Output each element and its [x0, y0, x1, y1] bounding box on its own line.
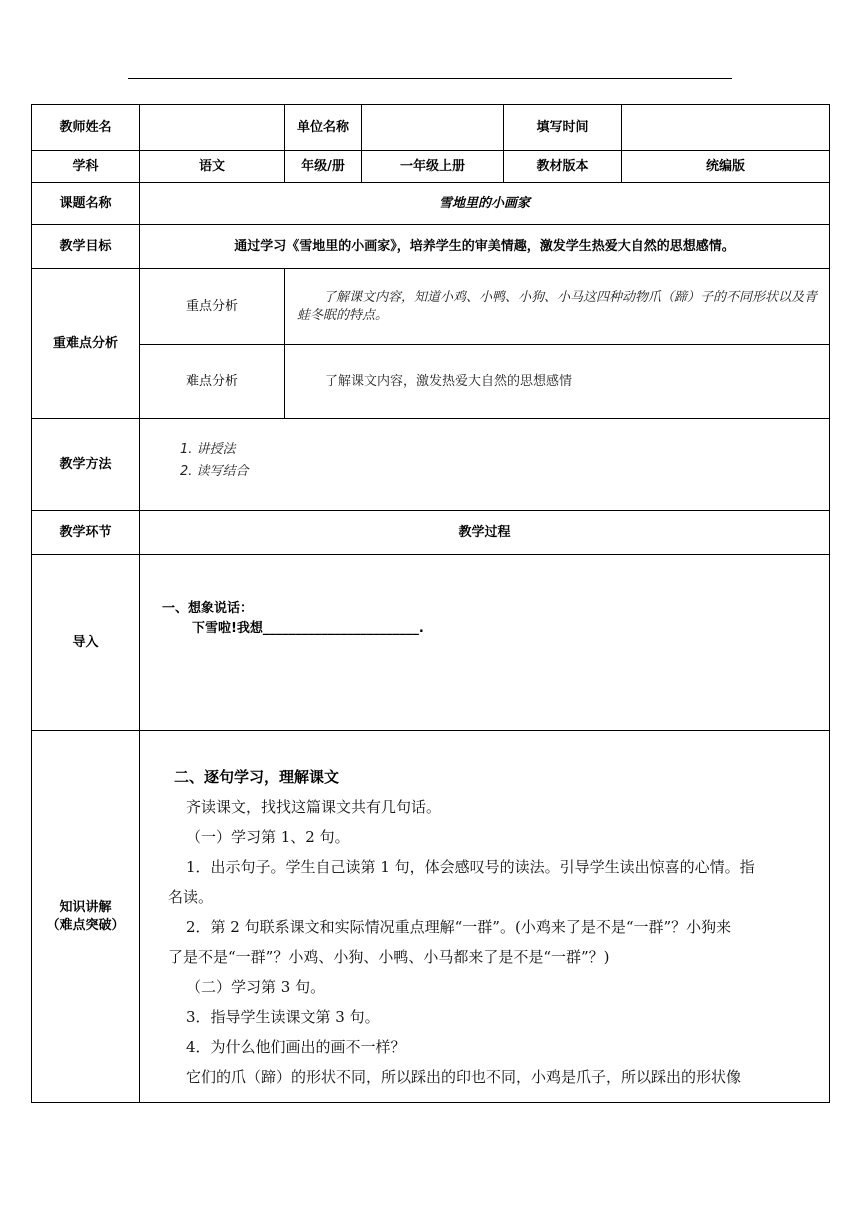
knowledge-label-line1: 知识讲解 [59, 899, 112, 915]
goal-value: 通过学习《雪地里的小画家》，培养学生的审美情趣，激发学生热爱大自然的思想感情。 [140, 225, 830, 269]
knowledge-content [140, 731, 830, 1103]
teacher-row [32, 105, 830, 151]
fill-date-value[interactable] [622, 105, 830, 151]
methods-item: 1. 讲授法 [180, 442, 236, 457]
difficulty-value: 了解课文内容，激发热爱大自然的思想感情 [285, 345, 830, 419]
knowledge-paragraph: （二）学习第 3 句。 [186, 978, 326, 996]
fill-date-label: 填写时间 [504, 105, 622, 151]
grade-value: 一年级上册 [362, 151, 504, 183]
topic-value: 雪地里的小画家 [140, 183, 830, 225]
knowledge-label-line2: （难点突破） [46, 917, 125, 933]
methods-item: 2. 读写结合 [180, 464, 249, 479]
analysis-label: 重难点分析 [32, 269, 140, 419]
knowledge-label [32, 731, 140, 1103]
knowledge-paragraph: 4．为什么他们画出的画不一样？ [186, 1038, 406, 1056]
knowledge-paragraph: （一）学习第 1、2 句。 [186, 828, 350, 846]
knowledge-heading: 二、逐句学习，理解课文 [174, 768, 340, 786]
lesson-plan-table [31, 104, 830, 1103]
difficulty-label: 难点分析 [140, 345, 285, 419]
edition-label: 教材版本 [504, 151, 622, 183]
knowledge-paragraph: 名读。 [168, 888, 214, 906]
focus-row [32, 269, 830, 345]
difficulty-row [32, 345, 830, 419]
intro-label: 导入 [32, 555, 140, 731]
teacher-name-value[interactable] [140, 105, 285, 151]
process-stage-label: 教学环节 [32, 511, 140, 555]
topic-label: 课题名称 [32, 183, 140, 225]
topic-row [32, 183, 830, 225]
goal-row [32, 225, 830, 269]
process-title: 教学过程 [140, 511, 830, 555]
focus-label: 重点分析 [140, 269, 285, 345]
knowledge-paragraph: 1．出示句子。学生自己读第 1 句，体会感叹号的读法。引导学生读出惊喜的心情。指 [186, 858, 755, 876]
process-header-row [32, 511, 830, 555]
knowledge-row [32, 731, 830, 1103]
unit-name-value[interactable] [362, 105, 504, 151]
goal-label: 教学目标 [32, 225, 140, 269]
unit-name-label: 单位名称 [285, 105, 362, 151]
header-rule [128, 78, 732, 79]
grade-label: 年级/册 [285, 151, 362, 183]
methods-label: 教学方法 [32, 419, 140, 511]
methods-row [32, 419, 830, 511]
focus-text: 了解课文内容，知道小鸡、小鸭、小狗、小马这四种动物爪（蹄）子的不同形状以及青蛙冬眠的特点。 [297, 289, 818, 323]
methods-list [140, 419, 830, 511]
intro-row [32, 555, 830, 731]
intro-line-2: 下雪啦!我想________________________. [192, 621, 424, 636]
teacher-name-label: 教师姓名 [32, 105, 140, 151]
subject-label: 学科 [32, 151, 140, 183]
subject-row [32, 151, 830, 183]
intro-content [140, 555, 830, 731]
knowledge-paragraph: 它们的爪（蹄）的形状不同，所以踩出的印也不同，小鸡是爪子，所以踩出的形状像 [186, 1068, 742, 1086]
intro-line-1: 一、想象说话： [162, 601, 254, 616]
knowledge-paragraph: 2．第 2 句联系课文和实际情况重点理解“一群”。(小鸡来了是不是“一群”？小狗来 [186, 918, 732, 936]
edition-value: 统编版 [622, 151, 830, 183]
knowledge-paragraph: 3．指导学生读课文第 3 句。 [186, 1008, 380, 1026]
focus-value [285, 269, 830, 345]
knowledge-paragraph: 齐读课文，找找这篇课文共有几句话。 [186, 798, 442, 816]
subject-value: 语文 [140, 151, 285, 183]
knowledge-paragraph: 了是不是“一群”？小鸡、小狗、小鸭、小马都来了是不是“一群”？) [168, 948, 610, 966]
